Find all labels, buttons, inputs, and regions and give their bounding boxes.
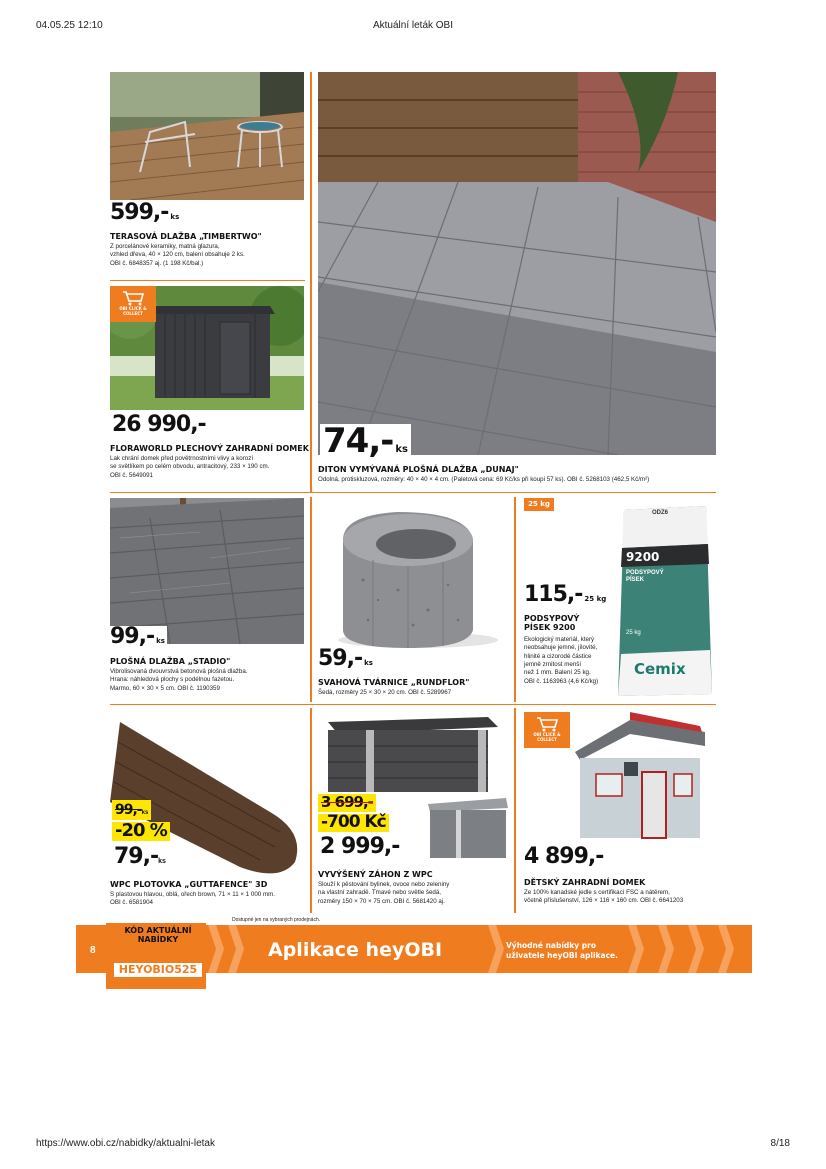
price-unit: ks — [170, 213, 180, 221]
price-value: 99,- — [110, 624, 155, 649]
bag-top: ODZ6 — [652, 510, 669, 516]
desc-line: OBI č. 1163963 (4,6 Kč/kg) — [524, 677, 599, 685]
price-unit: ks — [364, 659, 373, 667]
detsky-photo — [570, 712, 710, 844]
dunaj-title: DITON VYMÝVANÁ PLOŠNÁ DLAŽBA „DUNAJ" — [318, 465, 519, 474]
price-value: 26 990,- — [112, 412, 206, 437]
banner-right-line: uživatele heyOBI aplikace. — [506, 950, 618, 960]
desc-line: Šedá, rozměry 25 × 30 × 20 cm. OBI č. 5289967 — [318, 689, 452, 696]
rundflor-photo — [318, 500, 508, 650]
guttafence-old-price-box — [112, 800, 151, 820]
desc-line: Ekologický materiál, který — [524, 636, 595, 643]
desc-line: hlinité a cizorodé částice — [524, 652, 592, 660]
desc-line: Hrana: náhledová plochy s podélnou fazetou. — [110, 676, 235, 684]
desc-line: Slouží k pěstování bylinek, ovoce nebo zeleniny — [318, 881, 450, 888]
banner-code-label — [106, 927, 210, 945]
price-value: 59,- — [318, 646, 363, 671]
desc-line: Z porcelánové keramiky, matná glazura, — [110, 243, 220, 250]
desc-line: se světlíkem po celém obvodu, antracitový, 233 × 190 cm. — [110, 463, 270, 471]
bag-line1: PODSYPOVÝ — [626, 570, 664, 576]
detsky-price — [524, 846, 603, 868]
rundflor-price — [318, 648, 373, 670]
click-collect-badge — [524, 712, 570, 748]
desc-line: jemně zrnitost menší — [524, 661, 582, 669]
pisek-bag — [616, 504, 714, 698]
badge-text: OBI CLICK & COLLECT — [119, 306, 147, 316]
divider — [310, 497, 312, 702]
banner-code[interactable]: HEYOBIO525 — [112, 961, 204, 979]
desc-line: OBI č. 6848357 aj. (1 198 Kč/bal.) — [110, 259, 204, 267]
guttafence-discount — [112, 822, 170, 841]
old-price: 99,- — [115, 802, 142, 818]
domek-title: FLORAWORLD PLECHOVÝ ZAHRADNÍ DOMEK — [110, 444, 309, 453]
price-unit: ks — [158, 858, 166, 865]
guttafence-price-box — [112, 846, 168, 868]
desc-line: vzhled dřeva, 40 × 120 cm, balení obsahuje 2 ks. — [110, 251, 245, 259]
divider — [310, 72, 312, 492]
pisek-desc — [524, 636, 616, 686]
print-title: Aktuální leták OBI — [372, 20, 454, 31]
domek-desc — [110, 455, 308, 480]
zahon-old-price-box — [318, 794, 376, 812]
bag-code: 9200 — [626, 550, 660, 564]
price-value: 79,- — [114, 844, 159, 869]
price-unit: 25 kg — [584, 595, 607, 603]
desc-line: S plastovou hlavou, oblá, ořech brown, 71 × 11 × 1 000 mm. — [110, 891, 275, 898]
price-value: 4 899,- — [524, 844, 604, 869]
dunaj-desc — [318, 476, 718, 484]
divider — [310, 708, 312, 913]
promo-banner[interactable] — [76, 917, 752, 989]
stadio-desc — [110, 668, 306, 693]
guttafence-title: WPC PLOTOVKA „GUTTAFENCE" 3D — [110, 880, 268, 889]
desc-line: OBI č. 5649091 — [110, 471, 153, 479]
discount-value: -20 % — [115, 820, 167, 841]
price-value: 2 999,- — [320, 834, 400, 859]
print-url[interactable]: https://www.obi.cz/nabidky/aktualni-letak — [36, 1138, 215, 1149]
cart-icon — [121, 290, 145, 306]
divider — [110, 280, 305, 281]
banner-page-number: 8 — [90, 945, 96, 956]
stadio-price — [110, 626, 167, 648]
banner-right-text — [506, 941, 618, 961]
price-value: 74,- — [323, 421, 394, 461]
click-collect-badge — [110, 286, 156, 322]
price-unit: ks — [395, 444, 408, 455]
stadio-photo — [110, 498, 304, 644]
desc-line: Lak chrání domek před povětrnostními vlivy a korozí — [110, 455, 254, 462]
zahon-desc — [318, 881, 510, 906]
stadio-title: PLOŠNÁ DLAŽBA „STADIO" — [110, 657, 231, 666]
code-label-line: KÓD AKTUÁLNÍ — [124, 926, 192, 935]
zahon-title: VYVÝŠENÝ ZÁHON Z WPC — [318, 870, 433, 879]
title-line: PÍSEK 9200 — [524, 623, 576, 633]
divider — [110, 492, 716, 493]
code-label-line: NABÍDKY — [137, 934, 179, 944]
bag-brand: Cemix — [634, 660, 686, 678]
desc-line: rozměry 150 × 70 × 75 cm. OBI č. 5681420 aj. — [318, 897, 445, 905]
bag-line2: PÍSEK — [626, 577, 645, 583]
desc-line: neobsahuje jemné, jílovité, — [524, 644, 598, 652]
print-datetime: 04.05.25 12:10 — [36, 20, 103, 31]
title-line: PODSYPOVÝ — [524, 614, 580, 623]
price-value: 115,- — [524, 582, 583, 607]
timbertwo-price — [110, 202, 179, 224]
divider — [514, 708, 516, 913]
old-price-unit: ks — [141, 810, 149, 816]
price-unit: ks — [156, 637, 165, 645]
availability-note: Dostupné jen na vybraných prodejnách. — [232, 917, 321, 923]
desc-line: Odolná, protiskluzová, rozměry: 40 × 40 × 4 cm. (Paletová cena: 69 Kč/ks při koupi 57 ks). OBI č. 5268103 (462,5 Kč/m²) — [318, 476, 650, 483]
banner-right-line: Výhodné nabídky pro — [506, 941, 597, 950]
price-value: 599,- — [110, 200, 169, 225]
print-page-number: 8/18 — [770, 1138, 790, 1149]
badge-text: OBI CLICK & COLLECT — [533, 732, 561, 742]
domek-price — [112, 414, 206, 436]
guttafence-desc — [110, 891, 308, 908]
dunaj-price — [320, 421, 411, 461]
discount-value: -700 Kč — [321, 812, 386, 832]
zahon-discount — [318, 814, 389, 832]
pisek-price — [524, 584, 606, 606]
timbertwo-desc — [110, 243, 305, 268]
desc-line: OBI č. 6581904 — [110, 899, 153, 907]
desc-line: Ze 100% kanadské jedle s certifikací FSC a nátěrem, — [524, 889, 670, 896]
timbertwo-title: TERASOVÁ DLAŽBA „TIMBERTWO" — [110, 232, 262, 241]
bag-weight: 25 kg — [626, 630, 641, 636]
detsky-desc — [524, 889, 720, 906]
divider — [514, 497, 516, 702]
detsky-title: DĚTSKÝ ZAHRADNÍ DOMEK — [524, 878, 646, 887]
divider — [110, 704, 716, 705]
dunaj-photo — [318, 72, 716, 455]
cart-icon — [535, 716, 559, 732]
timbertwo-photo — [110, 72, 304, 200]
rundflor-title: SVAHOVÁ TVÁRNICE „RUNDFLOR" — [318, 678, 470, 687]
zahon-price-box — [318, 836, 401, 858]
pisek-title — [524, 614, 579, 632]
banner-app-title[interactable]: Aplikace heyOBI — [268, 939, 443, 961]
weight-tag: 25 kg — [524, 498, 554, 511]
rundflor-desc — [318, 689, 510, 697]
desc-line: Marmo, 60 × 30 × 5 cm. OBI č. 1190359 — [110, 684, 220, 692]
desc-line: než 1 mm. Balení 25 kg. — [524, 669, 591, 677]
desc-line: na vlastní zahradě. Tmavé nebo světle šedá, — [318, 889, 442, 897]
old-price: 3 699,- — [321, 793, 373, 811]
desc-line: včetně příslušenství, 126 × 116 × 160 cm. OBI č. 6641203 — [524, 897, 684, 905]
desc-line: Vibrolisovaná dvouvrstvá betonová plošná dlažba. — [110, 668, 248, 675]
